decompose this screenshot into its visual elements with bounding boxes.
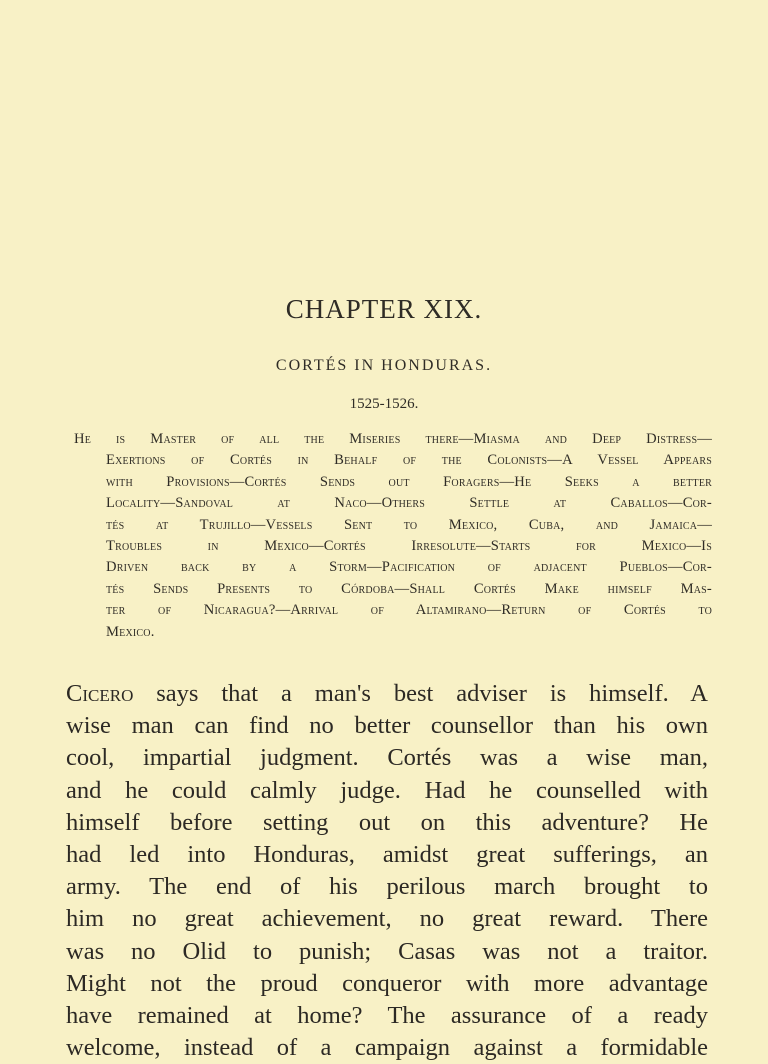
chapter-title: CHAPTER XIX. <box>285 294 483 324</box>
summary-line: ter of Nicaragua?—Arrival of Altamirano—Return of Cortés to <box>106 602 712 619</box>
body-line: and he could calmly judge. Had he counselled with <box>66 776 708 804</box>
body-line: Might not the proud conqueror with more advantage <box>66 969 708 997</box>
body-paragraph <box>66 678 708 1064</box>
chapter-summary <box>74 429 712 643</box>
summary-line: with Provisions—Cortés Sends out Foragers—He Seeks a better <box>106 473 712 490</box>
summary-line: He is Master of all the Miseries there—Miasma and Deep Distress— <box>74 431 712 447</box>
body-line: him no great achievement, no great reward. There <box>66 905 708 933</box>
body-line: was no Olid to punish; Casas was not a traitor. <box>66 937 708 965</box>
chapter-dates: 1525-1526. <box>349 396 419 412</box>
body-line: had led into Honduras, amidst great sufferings, an <box>66 841 708 869</box>
summary-line: Mexico. <box>106 623 155 640</box>
body-line: cool, impartial judgment. Cortés was a wise man, <box>66 744 708 772</box>
summary-line: Troubles in Mexico—Cortés Irresolute—Starts for Mexico—Is <box>106 538 712 555</box>
body-line <box>66 678 708 710</box>
body-line-text: says that a man's best adviser is himself. A <box>133 680 708 707</box>
summary-line: Driven back by a Storm—Pacification of adjacent Pueblos—Cor- <box>106 559 712 576</box>
summary-line: Locality—Sandoval at Naco—Others Settle at Caballos—Cor- <box>106 495 712 512</box>
body-line: welcome, instead of a campaign against a formidable <box>66 1034 708 1062</box>
summary-line: tés Sends Presents to Córdoba—Shall Cortés Make himself Mas- <box>106 580 712 597</box>
lead-word: Cicero <box>66 680 134 707</box>
chapter-subtitle: CORTÉS IN HONDURAS. <box>275 357 493 374</box>
summary-line: Exertions of Cortés in Behalf of the Colonists—A Vessel Appears <box>106 452 712 469</box>
body-line: army. The end of his perilous march brought to <box>66 873 708 901</box>
summary-line: tés at Trujillo—Vessels Sent to Mexico, Cuba, and Jamaica— <box>106 516 712 533</box>
body-line: wise man can find no better counsellor than his own <box>66 712 708 740</box>
body-line: have remained at home? The assurance of a ready <box>66 1002 708 1030</box>
body-line: himself before setting out on this adventure? He <box>66 808 708 836</box>
